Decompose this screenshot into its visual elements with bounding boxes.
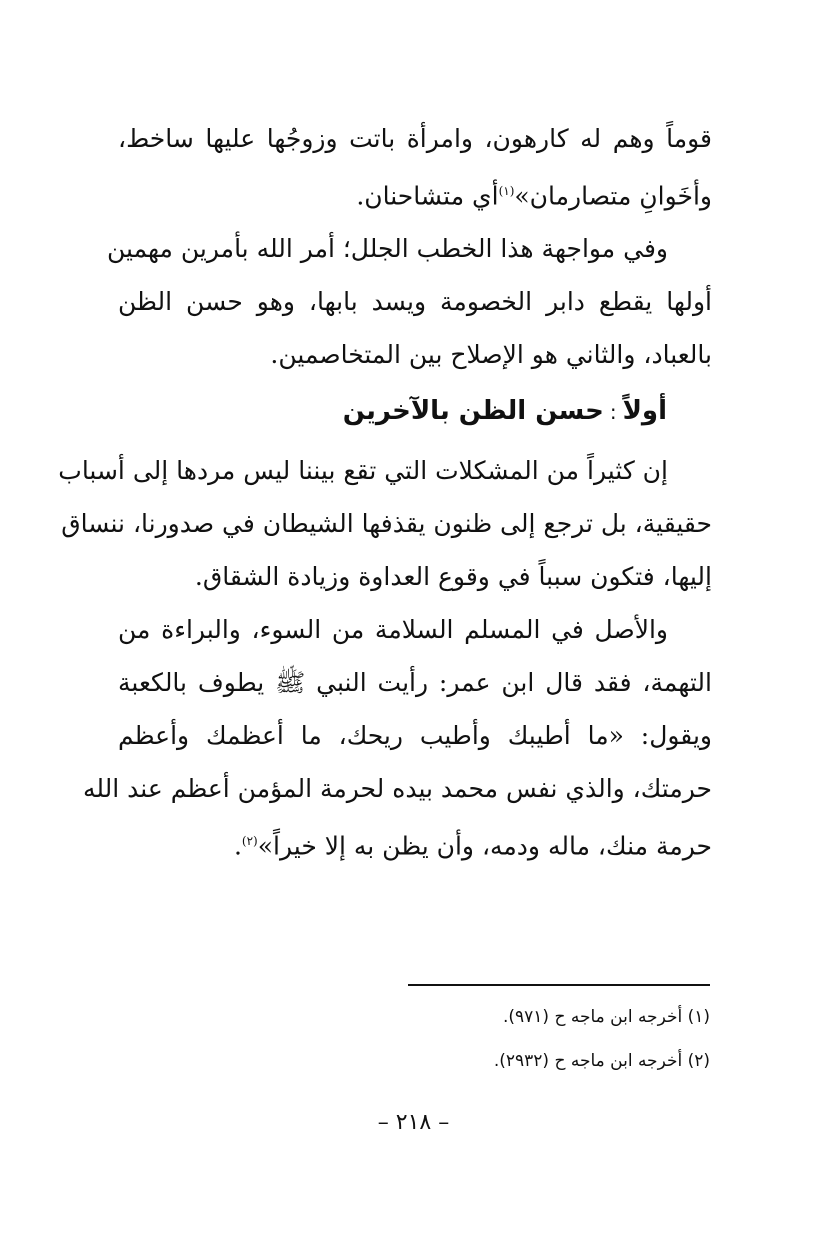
paragraph-line: والأصل في المسلم السلامة من السوء، والبراءة من xyxy=(118,615,668,645)
quote-end-text: حرمة منك، ماله ودمه، وأن يظن به إلا خيراً» xyxy=(257,831,712,861)
page-number: – ٢١٨ – xyxy=(377,1110,450,1135)
footnote-ref-2: (٢) xyxy=(241,834,258,849)
footnote-ref-1: (١) xyxy=(498,184,515,198)
heading-separator: : xyxy=(609,400,617,425)
paragraph-line: التهمة، فقد قال ابن عمر: رأيت النبي ﷺ يطوف بالكعبة xyxy=(118,668,712,698)
paragraph-line xyxy=(118,815,712,872)
paragraph-2 xyxy=(107,222,712,381)
paragraph-line-tail: أي متشاحنان. xyxy=(356,181,499,211)
paragraph-line: أولها يقطع دابر الخصومة ويسد بابها، وهو حسن الظن xyxy=(118,287,712,317)
paragraph-line: إليها، فتكون سبباً في وقوع العداوة وزيادة الشقاق. xyxy=(194,562,712,592)
paragraph-line-tail: . xyxy=(233,831,242,861)
paragraph-line: إن كثيراً من المشكلات التي تقع بيننا ليس مردها إلى أسباب xyxy=(58,456,668,486)
heading-title: حسن الظن بالآخرين xyxy=(342,396,604,427)
paragraph-line: حرمتك، والذي نفس محمد بيده لحرمة المؤمن أعظم عند الله xyxy=(82,774,712,804)
paragraph-1 xyxy=(118,112,712,222)
paragraph-line: وفي مواجهة هذا الخطب الجلل؛ أمر الله بأمرين مهمين xyxy=(107,234,668,264)
quote-end-text: وأخَوانِ متصارمان» xyxy=(514,181,712,211)
footnote-2: (٢) أخرجه ابن ماجه ح (٢٩٣٢). xyxy=(493,1051,710,1071)
page-body xyxy=(58,112,712,873)
footnote-divider xyxy=(408,984,710,986)
paragraph-line: حقيقية، بل ترجع إلى ظنون يقذفها الشيطان في صدورنا، ننساق xyxy=(61,509,712,539)
paragraph-line xyxy=(118,165,712,222)
footnote-1: (١) أخرجه ابن ماجه ح (٩٧١). xyxy=(502,1007,710,1027)
heading-label: أولاً xyxy=(622,396,667,427)
section-heading xyxy=(118,383,712,440)
paragraph-line: بالعباد، والثاني هو الإصلاح بين المتخاصمين. xyxy=(270,340,712,370)
paragraph-4 xyxy=(82,603,712,872)
footnotes xyxy=(408,995,710,1083)
paragraph-line: قوماً وهم له كارهون، وامرأة باتت وزوجُها عليها ساخط، xyxy=(118,124,712,153)
paragraph-3 xyxy=(58,444,712,603)
paragraph-line: ويقول: «ما أطيبك وأطيب ريحك، ما أعظمك وأعظم xyxy=(118,721,712,751)
